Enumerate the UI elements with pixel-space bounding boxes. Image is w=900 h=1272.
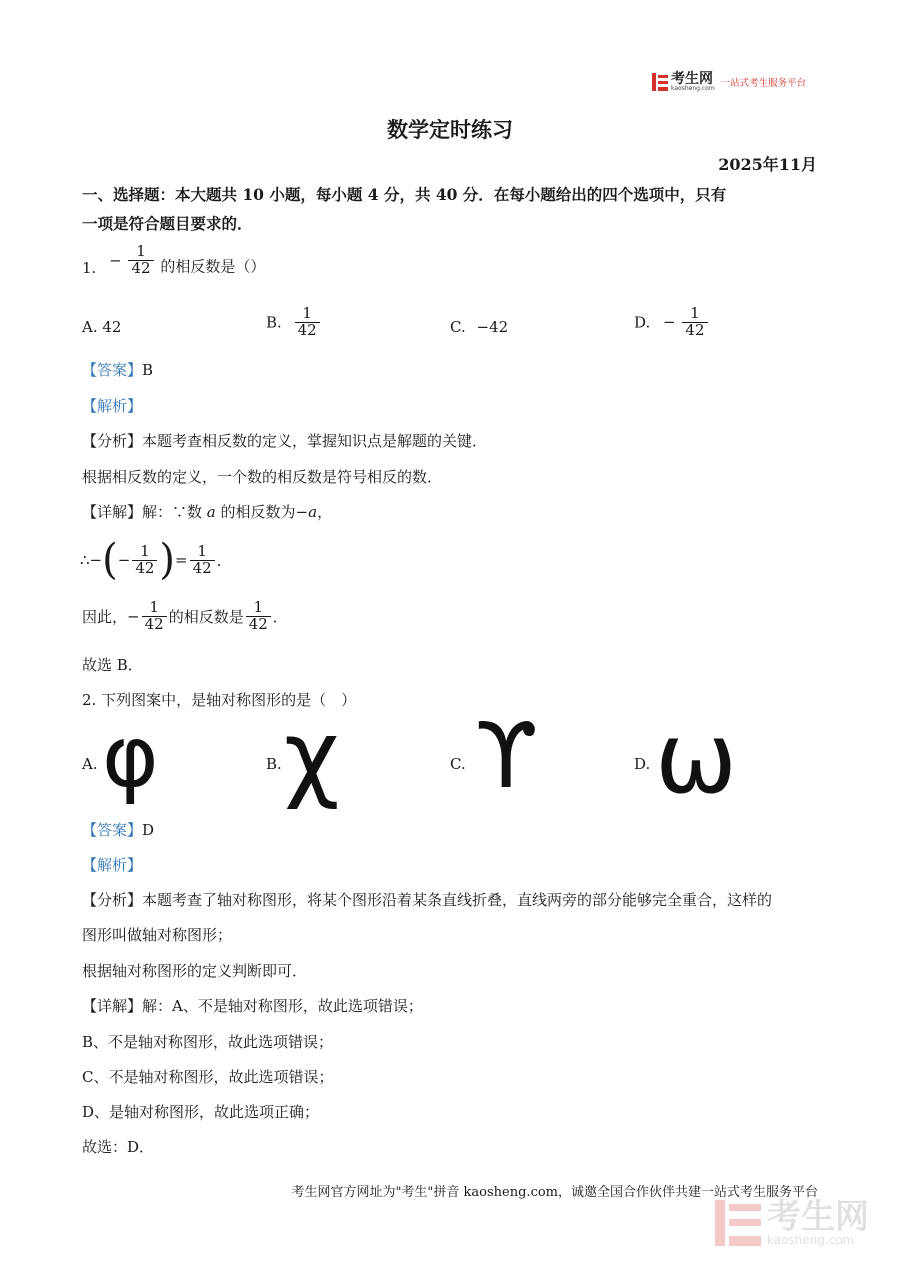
q1-option-b[interactable] xyxy=(266,306,322,339)
detail-mid: 的相反数为 xyxy=(220,503,296,521)
q2-option-b-label: B. xyxy=(266,755,282,773)
q1-fenxi: 【分析】本题考查相反数的定义，掌握知识点是解题的关键． xyxy=(82,432,488,450)
frac-num: 1 xyxy=(246,600,271,617)
fraction xyxy=(142,600,167,633)
option-value: −42 xyxy=(476,318,509,336)
option-label: D. xyxy=(634,313,651,332)
therefore-symbol: ∴ xyxy=(80,551,90,569)
period: ． xyxy=(216,551,232,570)
detail-end: ， xyxy=(317,503,333,521)
upsilon-symbol-icon[interactable]: ϒ xyxy=(475,704,538,809)
option-label: B. xyxy=(266,313,282,332)
frac-den: 42 xyxy=(248,614,268,633)
logo-text: 考生网 xyxy=(671,71,713,87)
q1-option-a[interactable] xyxy=(82,318,121,336)
q2-option-d-label: D. xyxy=(634,755,651,773)
q1-detail xyxy=(82,501,332,522)
q1-frac-sign: − xyxy=(109,251,122,270)
fraction xyxy=(132,541,157,577)
answer-value: B xyxy=(142,361,154,379)
detail-neg: −a xyxy=(295,503,318,521)
q1-fraction xyxy=(128,244,153,277)
q2-detail-line: B、不是轴对称图形，故此选项错误； xyxy=(82,1033,334,1051)
fraction xyxy=(190,541,215,577)
q2-fenxi-line2: 图形叫做轴对称图形； xyxy=(82,926,233,944)
frac-den: 42 xyxy=(685,320,705,339)
q1-stem xyxy=(82,244,265,277)
frac-den: 42 xyxy=(144,614,164,633)
option-label: A. xyxy=(82,318,98,336)
q2-option-a-label: A. xyxy=(82,755,98,773)
q2-fenxi-line1: 【分析】本题考查了轴对称图形，将某个图形沿着某条直线折叠，直线两旁的部分能够完全重合，这样的 xyxy=(82,891,773,909)
q1-answer xyxy=(82,359,153,380)
frac-den: 42 xyxy=(297,320,317,339)
watermark-domain: kaosheng.com xyxy=(767,1233,855,1247)
sign: − xyxy=(89,551,103,569)
frac-den: 42 xyxy=(192,558,212,577)
option-fraction xyxy=(682,306,707,339)
detail-prefix: 【详解】解：∵数 xyxy=(82,503,203,521)
option-sign: − xyxy=(663,313,676,332)
q1-frac-num: 1 xyxy=(128,244,153,261)
q2-detail-line: D、是轴对称图形，故此选项正确； xyxy=(82,1103,320,1121)
q2-stem: 2. 下列图案中，是轴对称图形的是（ ） xyxy=(82,691,357,709)
answer-tag: 【答案】 xyxy=(82,821,143,839)
kaosheng-logo-icon xyxy=(652,73,668,91)
option-fraction xyxy=(295,306,320,339)
exam-date: 2025年11月 xyxy=(718,155,817,174)
q1-therefore-equation xyxy=(80,535,232,585)
q1-basis: 根据相反数的定义，一个数的相反数是符号相反的数． xyxy=(82,468,443,486)
frac-num: 1 xyxy=(132,544,157,561)
answer-value: D xyxy=(142,821,155,839)
q1-analysis-tag: 【解析】 xyxy=(82,397,143,415)
q1-choose: 故选 B． xyxy=(82,656,143,674)
q1-number: 1. xyxy=(82,258,97,277)
q1-option-c[interactable] xyxy=(450,318,508,336)
chi-symbol-icon[interactable]: χ xyxy=(284,700,340,812)
frac-num: 1 xyxy=(295,306,320,323)
option-value: 42 xyxy=(102,318,122,336)
logo-slogan: 一站式考生服务平台 xyxy=(720,78,807,89)
sign: − xyxy=(127,607,140,626)
q2-option-c-label: C. xyxy=(450,755,466,773)
q2-answer xyxy=(82,819,154,840)
equals-sign: = xyxy=(175,551,188,569)
detail-var: a xyxy=(206,503,216,521)
q2-analysis-tag: 【解析】 xyxy=(82,856,143,874)
kaosheng-watermark-icon xyxy=(715,1200,761,1246)
fraction xyxy=(246,600,271,633)
frac-num: 1 xyxy=(142,600,167,617)
q1-stem-suffix: 的相反数是（） xyxy=(160,257,266,276)
watermark-text: 考生网 xyxy=(767,1197,869,1237)
conclusion-prefix: 因此， xyxy=(82,607,128,626)
right-paren: ) xyxy=(159,535,176,585)
q1-option-d[interactable] xyxy=(634,306,710,339)
conclusion-mid: 的相反数是 xyxy=(168,607,244,626)
sign: − xyxy=(117,551,131,569)
q2-detail-line: 【详解】解：A、不是轴对称图形，故此选项错误； xyxy=(82,997,423,1015)
frac-num: 1 xyxy=(682,306,707,323)
q1-conclusion xyxy=(82,600,288,633)
phi-symbol-icon[interactable]: φ xyxy=(102,707,159,807)
conclusion-end: ． xyxy=(272,607,288,626)
q2-detail-line: C、不是轴对称图形，故此选项错误； xyxy=(82,1068,334,1086)
omega-symbol-icon[interactable]: ω xyxy=(655,702,738,816)
frac-num: 1 xyxy=(190,544,215,561)
q1-frac-den: 42 xyxy=(131,258,151,277)
watermark xyxy=(715,1197,869,1247)
footer-text: 考生网官方网址为"考生"拼音 kaosheng.com，诚邀全国合作伙伴共建一站式考生服务平台 xyxy=(291,1185,818,1200)
q2-basis: 根据轴对称图形的定义判断即可． xyxy=(82,962,308,980)
frac-den: 42 xyxy=(135,558,155,577)
section-heading-line2: 一项是符合题目要求的． xyxy=(82,214,253,233)
q2-detail-line: 故选：D． xyxy=(82,1138,155,1156)
answer-tag: 【答案】 xyxy=(82,361,143,379)
page-title: 数学定时练习 xyxy=(387,117,513,142)
section-heading-line1: 一、选择题：本大题共 10 小题，每小题 4 分，共 40 分．在每小题给出的四个选项中，只有 xyxy=(82,185,727,204)
left-paren: ( xyxy=(102,535,118,585)
logo-domain: kaosheng.com xyxy=(671,85,715,92)
option-label: C. xyxy=(450,318,466,336)
header-logo xyxy=(652,72,806,92)
